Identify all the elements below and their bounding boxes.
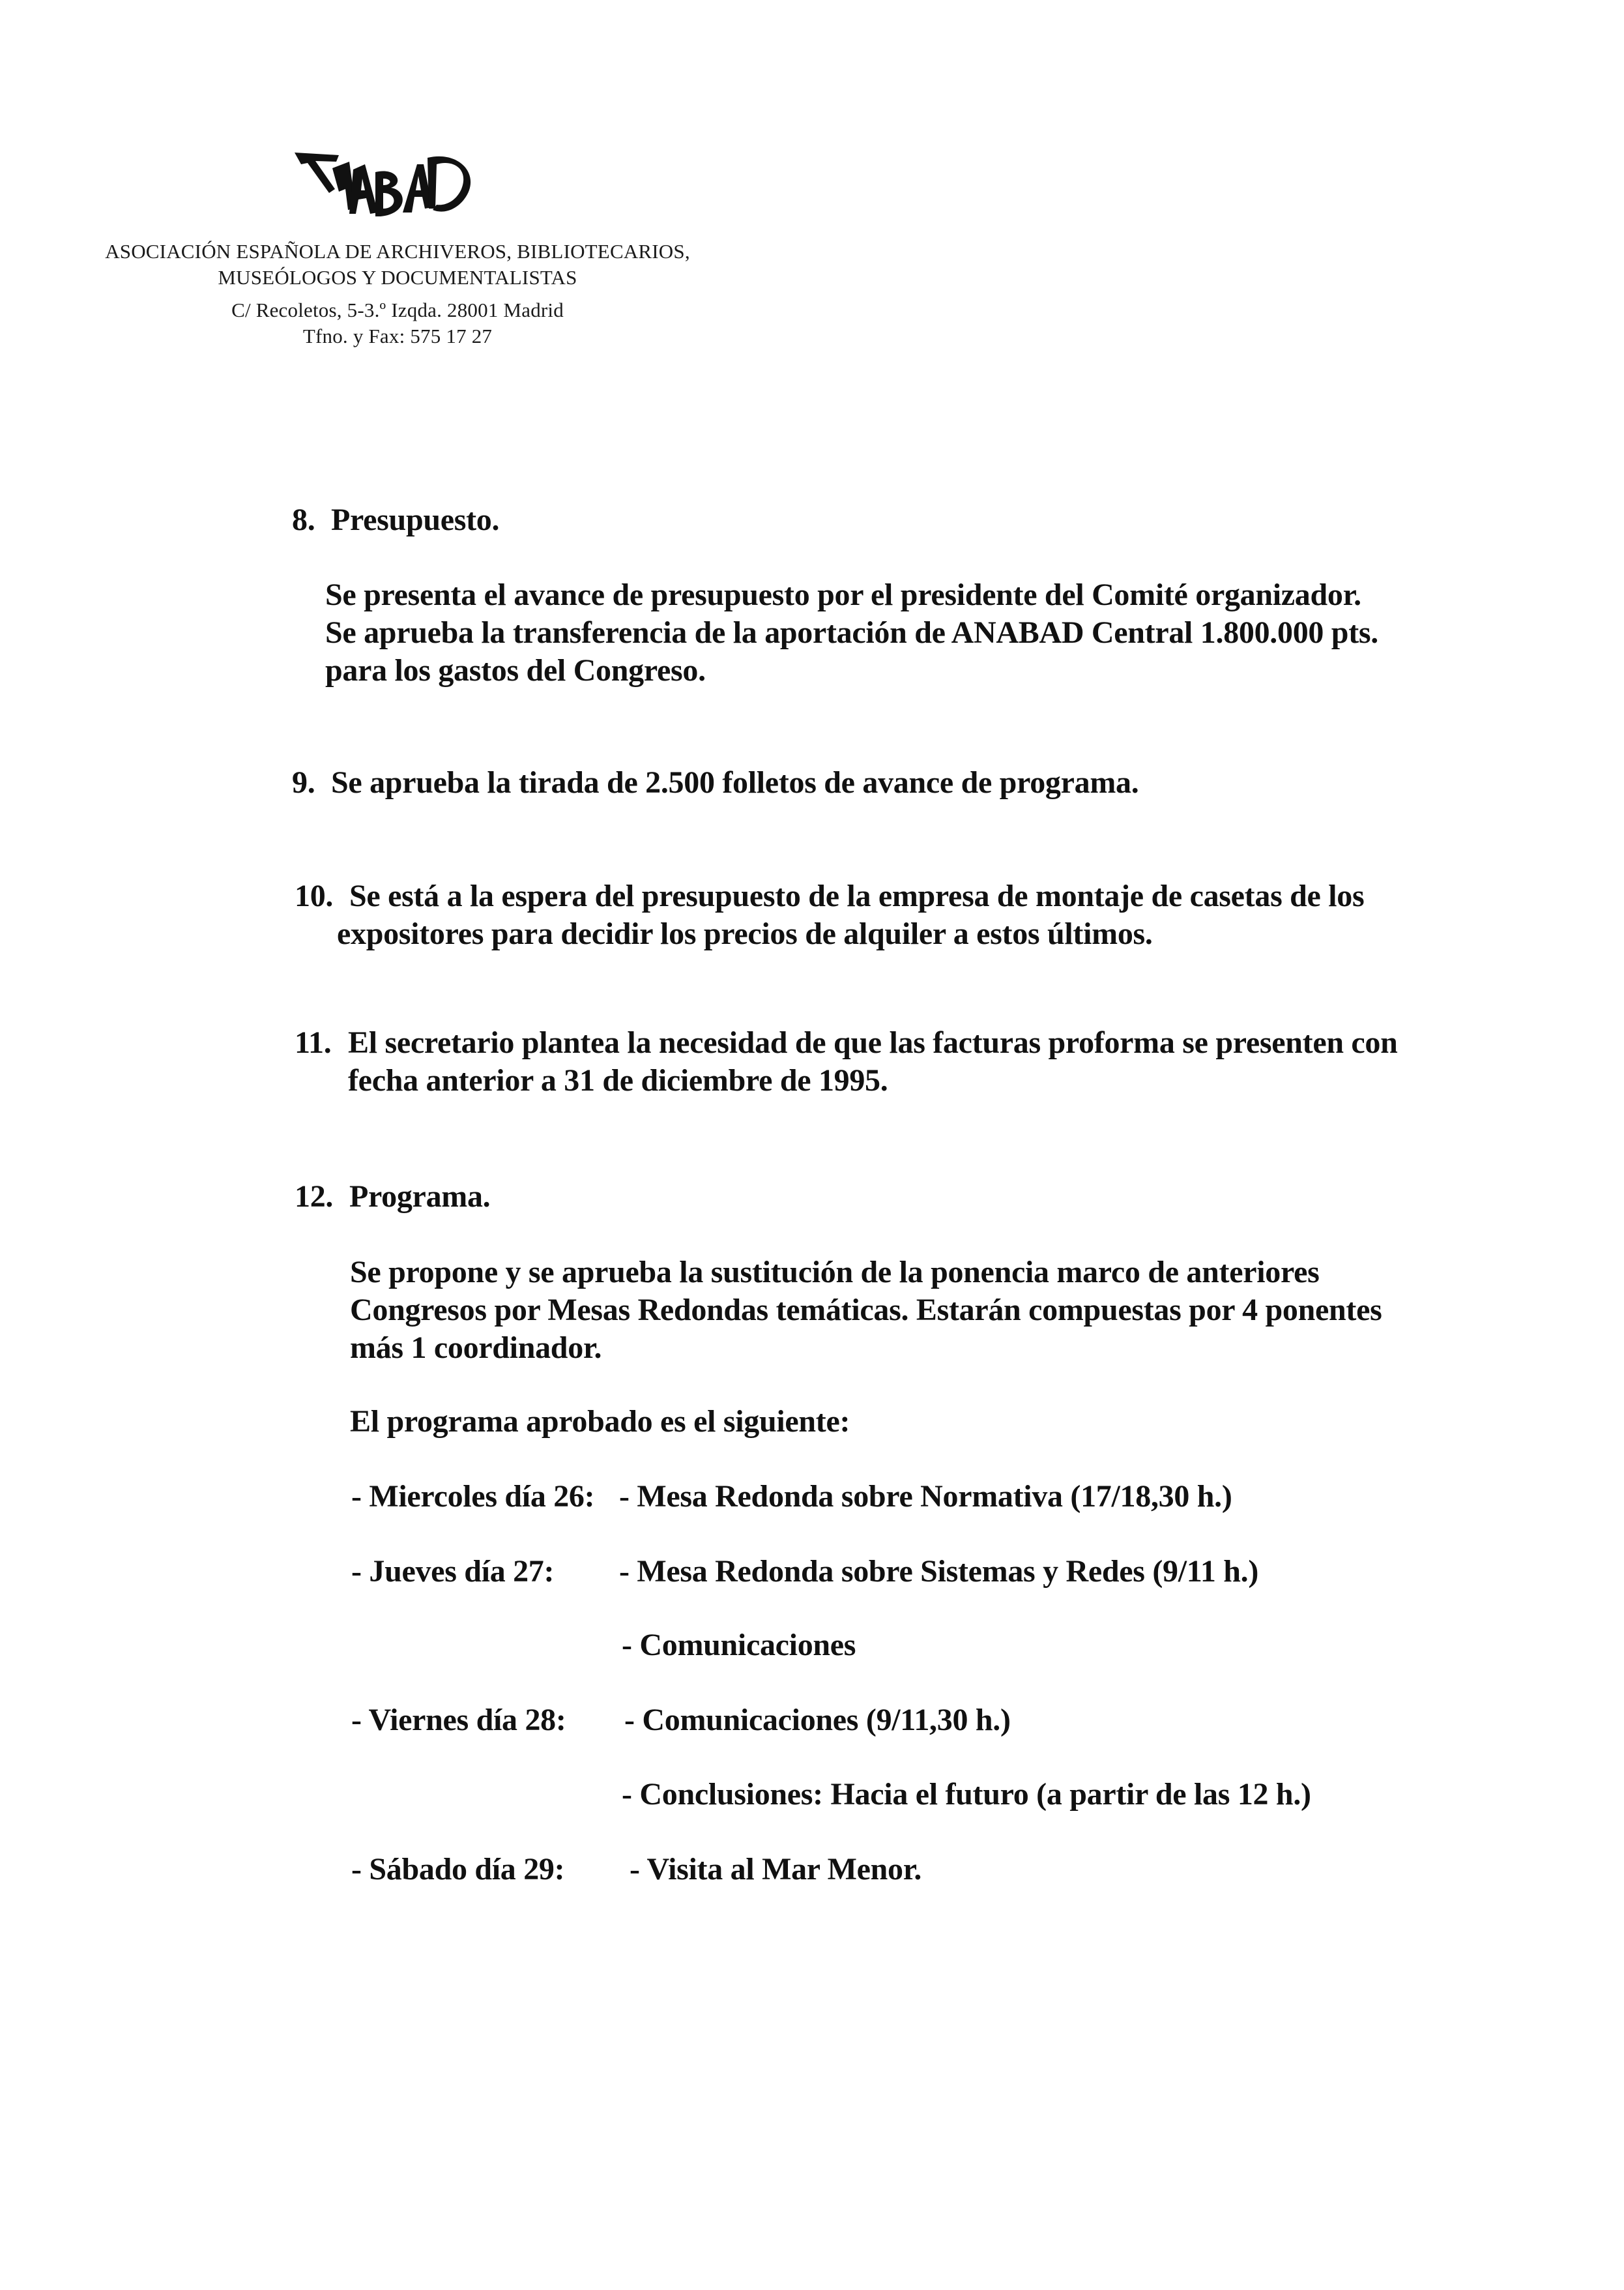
schedule-activity: - Mesa Redonda sobre Normativa (17/18,30 h.) [619, 1479, 1232, 1514]
org-phone: Tfno. y Fax: 575 17 27 [302, 325, 493, 347]
schedule-activity: - Comunicaciones (9/11,30 h.) [624, 1703, 1011, 1737]
anabad-logo [293, 150, 476, 225]
item-12-number: 12. [295, 1179, 334, 1214]
item-9-text: Se aprueba la tirada de 2.500 folletos de avance de programa. [331, 765, 1139, 800]
item-11-number: 11. [295, 1025, 332, 1060]
program-intro: El programa aprobado es el siguiente: [350, 1404, 850, 1439]
schedule-day: - Jueves día 27: [351, 1554, 555, 1589]
item-11-line-1: El secretario plantea la necesidad de que las facturas proforma se presenten con [348, 1025, 1398, 1060]
schedule-activity: - Mesa Redonda sobre Sistemas y Redes (9/11 h.) [619, 1554, 1259, 1589]
schedule-activity: - Visita al Mar Menor. [630, 1852, 922, 1886]
item-8-line-2: Se aprueba la transferencia de la aportación de ANABAD Central 1.800.000 pts. [325, 615, 1378, 650]
item-12-line-3: más 1 coordinador. [350, 1330, 602, 1365]
schedule-day: - Sábado día 29: [351, 1852, 565, 1886]
item-10-line-2: expositores para decidir los precios de alquiler a estos últimos. [337, 917, 1153, 951]
item-12-line-2: Congresos por Mesas Redondas temáticas. Estarán compuestas por 4 ponentes [350, 1293, 1382, 1327]
schedule-activity: - Conclusiones: Hacia el futuro (a partir de las 12 h.) [622, 1777, 1311, 1812]
item-9-number: 9. [292, 765, 315, 800]
item-8-number: 8. [292, 503, 315, 537]
anabad-logo-icon [293, 150, 476, 225]
item-11-line-2: fecha anterior a 31 de diciembre de 1995. [348, 1063, 888, 1098]
org-address: C/ Recoletos, 5-3.º Izqda. 28001 Madrid [231, 299, 564, 321]
schedule-day: - Viernes día 28: [351, 1703, 566, 1737]
item-12-line-1: Se propone y se aprueba la sustitución de la ponencia marco de anteriores [350, 1255, 1320, 1289]
item-12-title: Programa. [349, 1179, 491, 1214]
item-8-line-1: Se presenta el avance de presupuesto por el presidente del Comité organizador. [325, 578, 1361, 612]
org-name-line2: MUSEÓLOGOS Y DOCUMENTALISTAS [218, 266, 577, 289]
item-8-title: Presupuesto. [331, 503, 500, 537]
schedule-day: - Miercoles día 26: [351, 1479, 595, 1514]
org-name-line1: ASOCIACIÓN ESPAÑOLA DE ARCHIVEROS, BIBLIOTECARIOS, [105, 240, 690, 263]
item-10-line-1: Se está a la espera del presupuesto de la empresa de montaje de casetas de los [349, 879, 1365, 913]
item-8-line-3: para los gastos del Congreso. [325, 653, 706, 688]
schedule-activity: - Comunicaciones [622, 1628, 856, 1662]
item-10-number: 10. [295, 879, 334, 913]
